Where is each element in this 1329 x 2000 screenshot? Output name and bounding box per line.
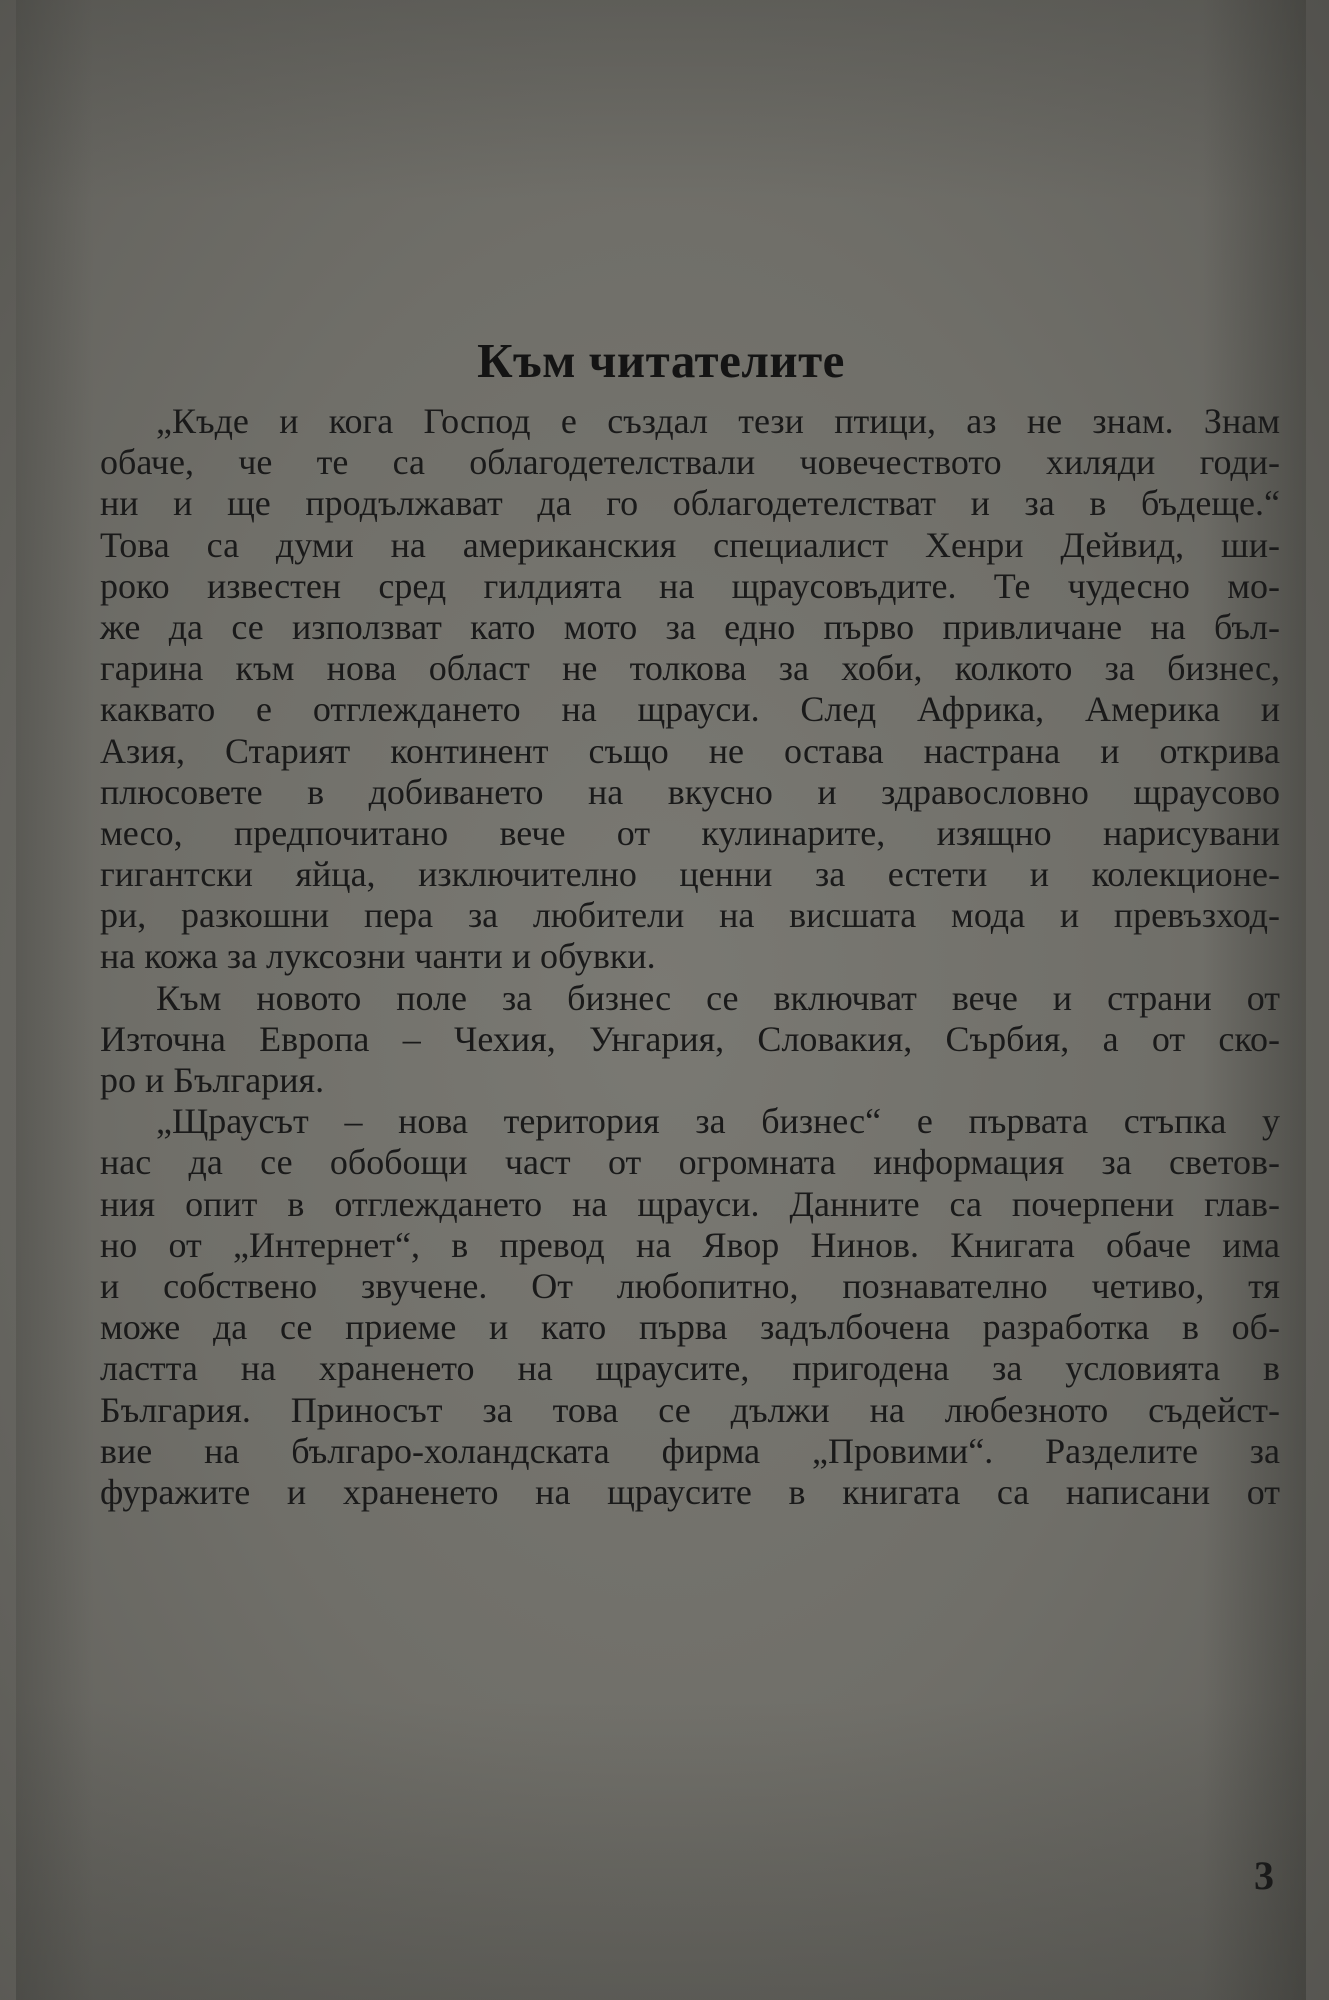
text-line: обаче, че те са облагодетелствали човечеството хиляди годи-: [100, 442, 1280, 483]
text-line: ластта на храненето на щраусите, пригодена за условията в: [100, 1348, 1280, 1389]
text-line: ни и ще продължават да го облагодетелстват и за в бъдеще.“: [100, 483, 1280, 524]
text-line: месо, предпочитано вече от кулинарите, изящно нарисувани: [100, 812, 1280, 853]
text-line: фуражите и храненето на щраусите в книгата са написани от: [100, 1471, 1280, 1512]
text-line: каквато е отглеждането на щрауси. След Африка, Америка и: [100, 689, 1280, 730]
paragraph-2: [100, 978, 1280, 1102]
text-line: ро и България.: [100, 1060, 325, 1100]
paragraph-1: [100, 401, 1280, 978]
text-line: ния опит в отглеждането на щрауси. Данните са почерпени глав-: [100, 1183, 1280, 1224]
text-line: гигантски яйца, изключително ценни за естети и колекционе-: [100, 854, 1280, 895]
text-line: може да се приеме и като първа задълбочена разработка в об-: [100, 1307, 1280, 1348]
text-line: гарина към нова област не толкова за хоби, колкото за бизнес,: [100, 648, 1280, 689]
show-through-texture: [126, 70, 1226, 330]
book-page: [16, 0, 1306, 2000]
text-line: на кожа за луксозни чанти и обувки.: [100, 936, 656, 977]
body-text: [100, 401, 1280, 1513]
paragraph-3: [100, 1101, 1280, 1513]
text-line: же да се използват като мото за едно първо привличане на бъл-: [100, 606, 1280, 647]
text-line: но от „Интернет“, в превод на Явор Нинов. Книгата обаче има: [100, 1224, 1280, 1265]
text-line: Това са думи на американския специалист Хенри Дейвид, ши-: [100, 524, 1280, 565]
text-line: „Къде и кога Господ е създал тези птици, аз не знам. Знам: [156, 401, 1280, 441]
page-title: Към читателите: [477, 333, 845, 388]
text-line: плюсовете в добиването на вкусно и здравословно щраусово: [100, 771, 1280, 812]
text-line: ри, разкошни пера за любители на висшата мода и превъзход-: [100, 895, 1280, 936]
page-number: 3: [1254, 1853, 1274, 1898]
text-line: роко известен сред гилдията на щраусовъдите. Те чудесно мо-: [100, 565, 1280, 606]
text-line: „Щраусът – нова територия за бизнес“ е първата стъпка у: [156, 1101, 1280, 1142]
text-line: нас да се обобощи част от огромната информация за светов-: [100, 1142, 1280, 1183]
text-line: Към новото поле за бизнес се включват вече и страни от: [156, 977, 1280, 1018]
text-line: Азия, Старият континент също не остава настрана и открива: [100, 730, 1280, 771]
text-line: вие на българо-холандската фирма „Провими“. Разделите за: [100, 1430, 1280, 1471]
text-line: България. Приносът за това се дължи на любезното съдейст-: [100, 1389, 1280, 1430]
text-line: и собствено звучене. От любопитно, познавателно четиво, тя: [100, 1265, 1280, 1306]
text-line: Източна Европа – Чехия, Унгария, Словакия, Сърбия, а от ско-: [100, 1018, 1280, 1059]
